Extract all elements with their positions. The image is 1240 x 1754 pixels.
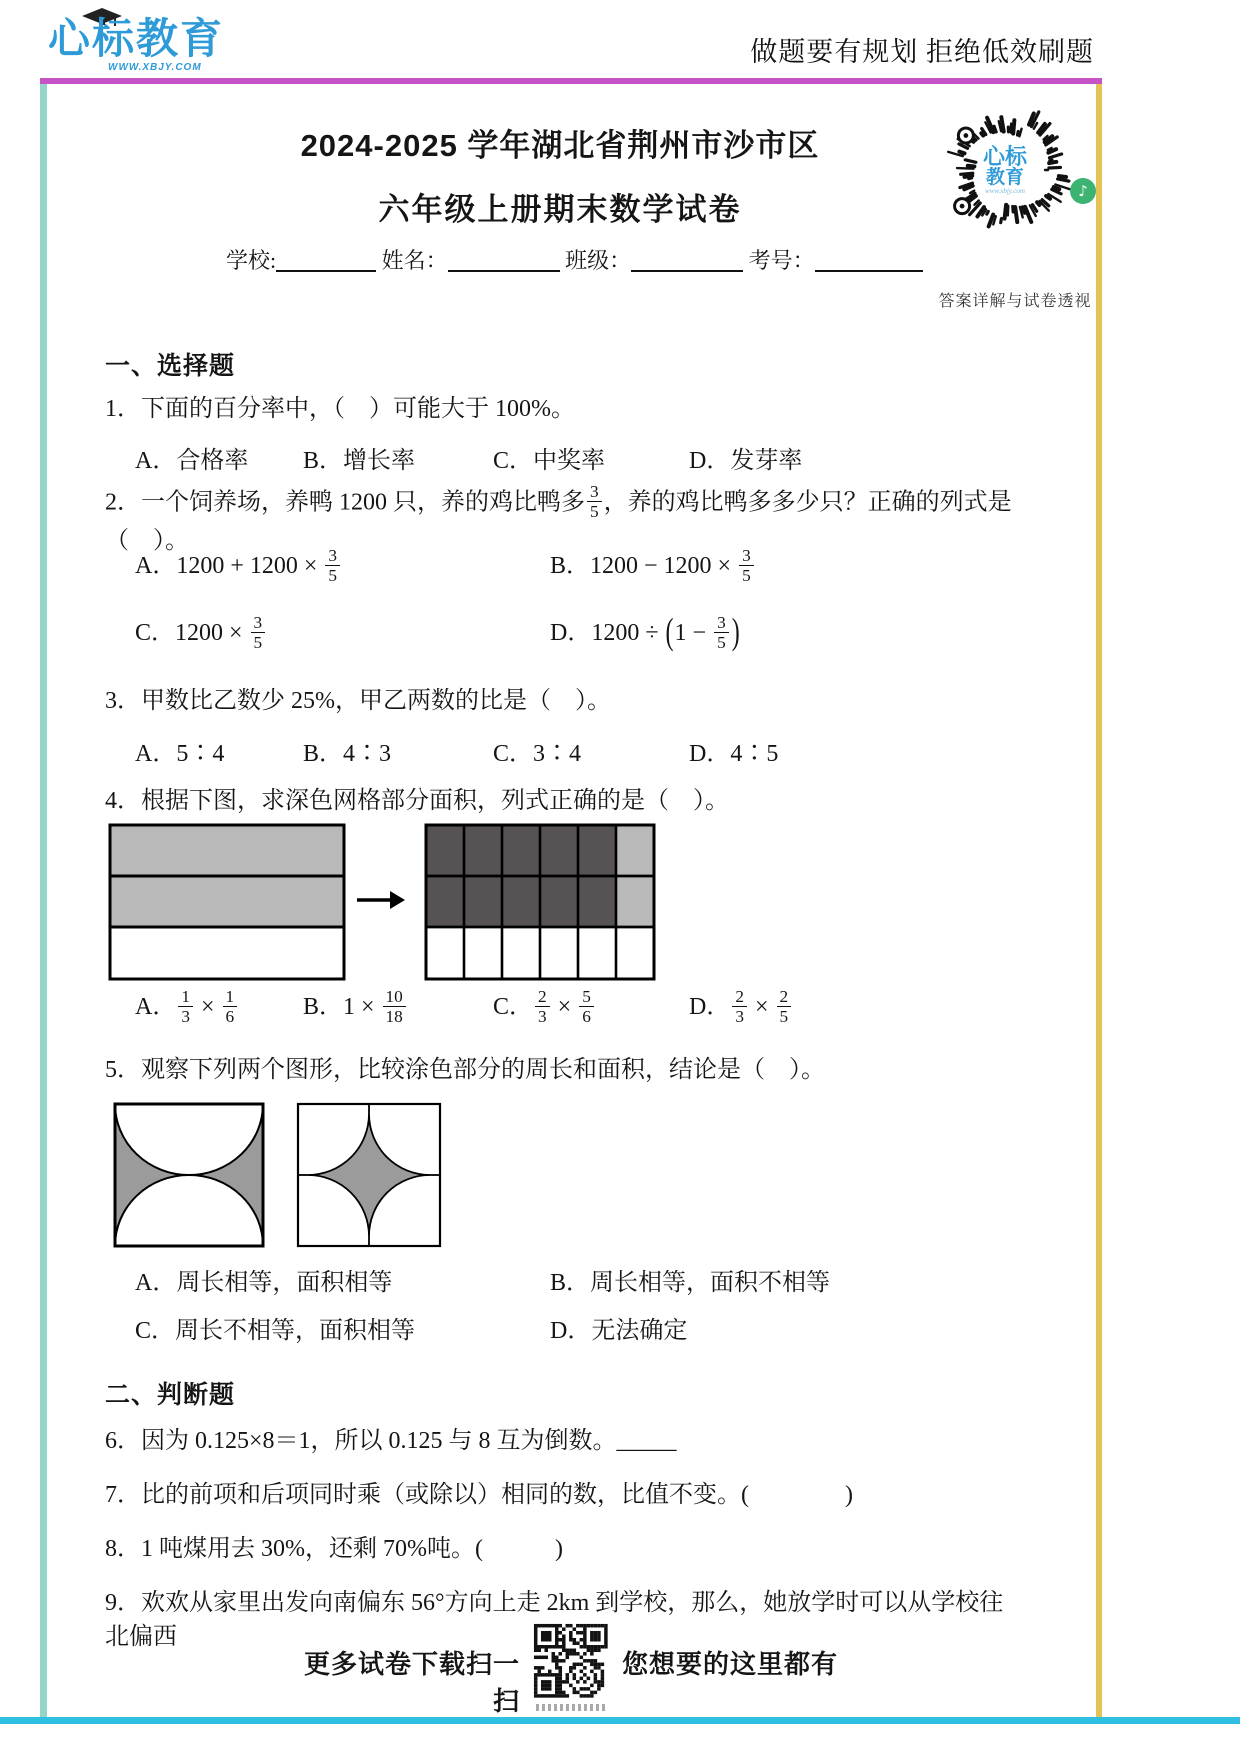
q1-option-c: C．中奖率 [493,448,606,474]
q2-option-b: B．1200 − 1200 × $\frac{3}{5}$ [550,545,1020,587]
examno-field-label: 考号： [748,248,815,273]
brand-logo: 心标教育 [48,15,225,62]
arrow-icon [356,886,406,914]
school-field-label: 学校: [226,248,277,273]
footer-qr-caption [536,1704,606,1711]
q1-option-d: D．发芽率 [689,448,803,474]
question-6-stem: 6．因为 0.125×8＝1，所以 0.125 与 8 互为倒数。_____ [105,1428,677,1454]
question-4-options [135,986,1020,1028]
qr-center-logo [964,128,1046,212]
school-field-blank [276,248,376,272]
question-7-stem: 7．比的前项和后项同时乘（或除以）相同的数，比值不变。( ) [105,1482,853,1508]
sunburst-qr-code [930,98,1090,248]
qr-logo-line1: 心标 [982,143,1027,169]
right-divider [1096,84,1102,1720]
question-1-options [135,440,1020,475]
brand-site-url: WWW.XBJY.COM [108,62,202,73]
footer-left-text: 更多试卷下载扫一扫 [303,1649,520,1716]
question-5-options-row2 [135,1310,1020,1345]
question-5-options-row1 [135,1262,1020,1297]
q2-option-c: C．1200 × $\frac{3}{5}$ [135,612,550,654]
section-heading-judge: 二、判断题 [105,1381,236,1409]
section-heading-choice: 一、选择题 [105,352,236,380]
question-2-stem: 2．一个饲养场，养鸭 1200 只，养的鸡比鸭多 $\frac{3}{5}$ ，养的鸡比鸭多多少只？正确的列式是（ ）。 [105,482,1012,554]
left-divider [40,84,47,1720]
q3-option-c: C．3∶4 [493,741,582,767]
circle-figure-left [113,1102,265,1248]
question-3-options [135,733,1020,768]
student-info-row [226,244,923,275]
q4-option-d: D． $\frac{2}{3}$ × $\frac{2}{5}$ [689,986,1020,1028]
question-5-stem: 5．观察下列两个图形，比较涂色部分的周长和面积，结论是（ ）。 [105,1057,825,1083]
question-3-stem: 3．甲数比乙数少 25%，甲乙两数的比是（ ）。 [105,688,611,714]
top-divider [40,78,1102,84]
circle-figure-right [296,1102,442,1248]
question-2-options-row2 [135,612,1020,654]
footer-qr-code [532,1622,610,1700]
class-field-blank [631,248,743,272]
q5-option-a: A．周长相等，面积相等 [135,1270,393,1296]
q5-option-b: B．周长相等，面积不相等 [550,1270,831,1296]
fraction-grid-figure-left [108,823,346,981]
qr-logo-url: www.xbjy.com [985,186,1025,195]
q5-option-d: D．无法确定 [550,1318,688,1344]
name-field-blank [448,248,560,272]
q3-option-d: D．4∶5 [689,741,779,767]
class-field-label: 班级： [565,248,632,273]
qr-logo-line2: 教育 [985,166,1024,188]
music-note-badge-icon: ♪ [1070,178,1096,204]
question-2-options-row1 [135,545,1020,587]
q4-option-a: A． $\frac{1}{3}$ × $\frac{1}{6}$ [135,986,303,1028]
question-4-stem: 4．根据下图，求深色网格部分面积，列式正确的是（ ）。 [105,788,729,814]
q1-option-b: B．增长率 [303,448,416,474]
q2-option-d: D．1200 ÷ (1 − $\frac{3}{5}$ ) [550,612,740,653]
q3-option-b: B．4∶3 [303,741,392,767]
question-1-stem: 1．下面的百分率中，（ ）可能大于 100%。 [105,396,575,422]
q4-option-b: B．1 × $\frac{10}{18}$ [303,986,493,1028]
header-slogan: 做题要有规划 拒绝低效刷题 [750,37,1094,67]
examno-field-blank [815,248,923,272]
question-9-stem: 9．欢欢从家里出发向南偏东 56°方向上走 2km 到学校，那么，她放学时可以从学校往北偏西 [105,1590,1004,1650]
footer-right-text: 您想要的这里都有 [622,1649,839,1679]
q1-option-a: A．合格率 [135,448,249,474]
exam-title-line2: 六年级上册期末数学试卷 [378,192,742,227]
q3-option-a: A．5∶4 [135,741,225,767]
exam-title-line1: 2024-2025 学年湖北省荆州市沙市区 [300,128,820,163]
q5-option-c: C．周长不相等，面积相等 [135,1318,416,1344]
qr-caption: 答案详解与试卷透视 [938,293,1092,310]
q4-option-c: C． $\frac{2}{3}$ × $\frac{5}{6}$ [493,986,689,1028]
question-8-stem: 8．1 吨煤用去 30%，还剩 70%吨。( ) [105,1536,563,1562]
q2-option-a: A．1200 + 1200 × $\frac{3}{5}$ [135,545,550,587]
name-field-label: 姓名： [381,248,448,273]
bottom-divider [0,1717,1240,1724]
fraction-grid-figure-right [424,823,656,981]
